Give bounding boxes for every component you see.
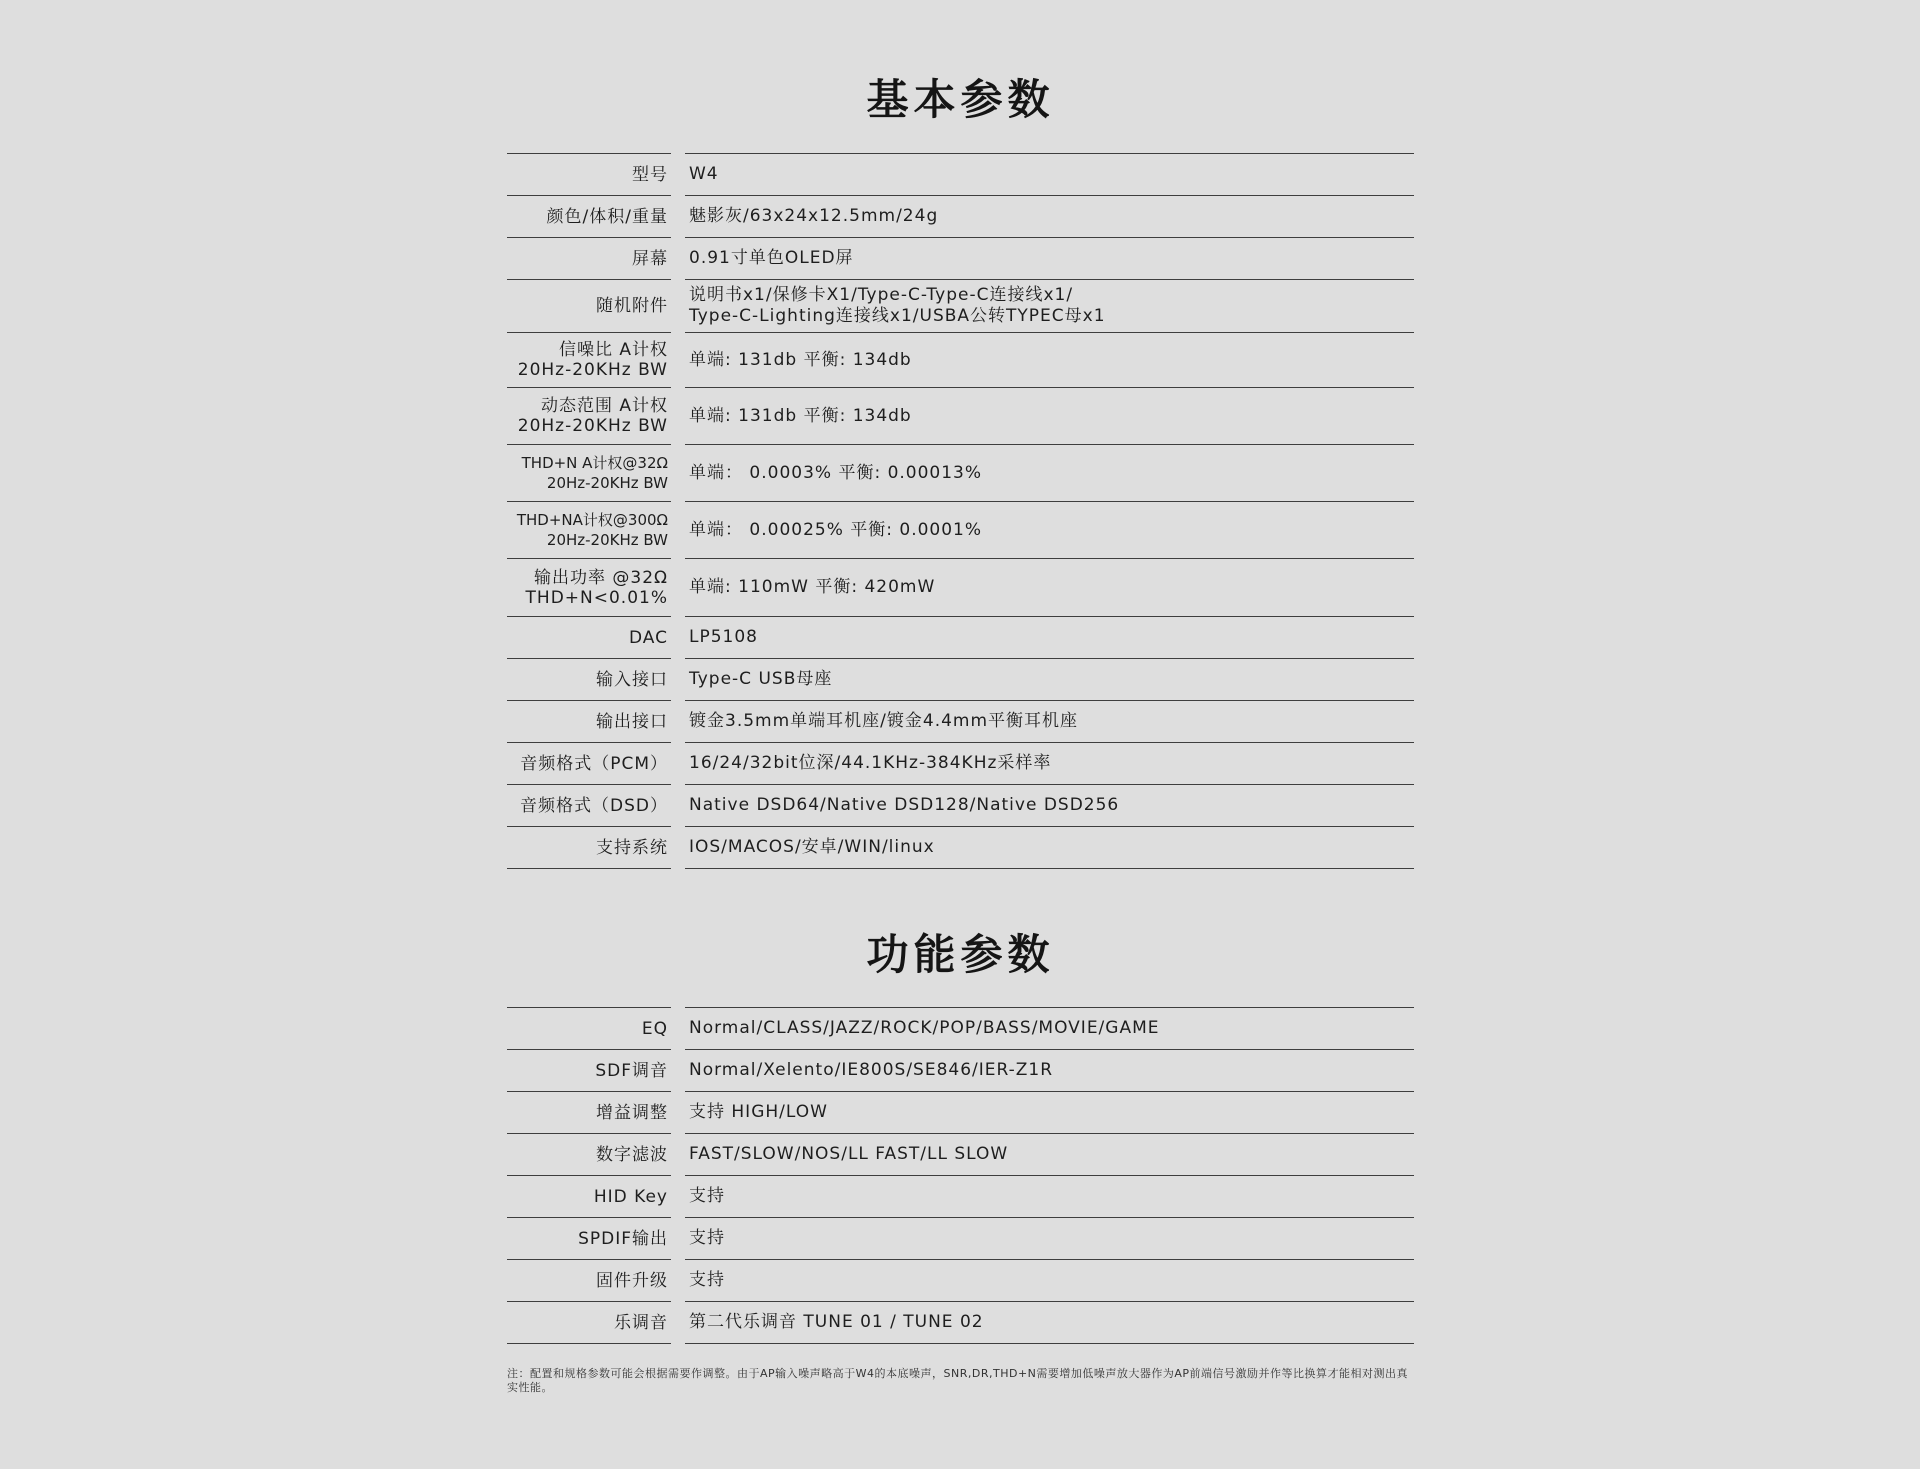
table-row [507, 1175, 1414, 1217]
row-value: FAST/SLOW/NOS/LL FAST/LL SLOW [689, 1144, 1009, 1164]
row-label: 信噪比 A计权 20Hz-20KHz BW [517, 340, 668, 380]
functional-params-table [507, 1007, 1414, 1344]
table-row [507, 742, 1414, 784]
functional-params-title: 功能参数 [866, 930, 1055, 979]
table-row [507, 332, 1414, 387]
row-value: 支持 [689, 1270, 725, 1290]
row-label: EQ [641, 1018, 668, 1039]
table-row [507, 1049, 1414, 1091]
table-row [507, 1133, 1414, 1175]
table-row [507, 1259, 1414, 1301]
row-value: 支持 [689, 1186, 725, 1206]
row-label: 输入接口 [596, 669, 668, 690]
table-row [507, 1217, 1414, 1259]
table-row [507, 700, 1414, 742]
row-value: Native DSD64/Native DSD128/Native DSD256 [689, 795, 1120, 815]
row-value: 单端： 0.00025% 平衡: 0.0001% [689, 519, 983, 540]
row-label: 固件升级 [596, 1270, 668, 1291]
row-label: DAC [629, 627, 668, 648]
table-row [507, 1007, 1414, 1049]
table-row [507, 1301, 1414, 1343]
row-label: 颜色/体积/重量 [546, 206, 668, 227]
row-value: Normal/CLASS/JAZZ/ROCK/POP/BASS/MOVIE/GAME [689, 1018, 1160, 1038]
row-value: 0.91寸单色OLED屏 [689, 248, 854, 268]
row-label: 音频格式（PCM） [520, 753, 668, 774]
basic-params-table [507, 153, 1414, 869]
row-value: Type-C USB母座 [689, 669, 833, 689]
table-row [507, 444, 1414, 501]
table-row [507, 237, 1414, 279]
footnote: 注：配置和规格参数可能会根据需要作调整。由于AP输入噪声略高于W4的本底噪声，SNR,DR,THD+N需要增加低噪声放大器作为AP前端信号激励并作等比换算才能相对测出真实性能。 [507, 1367, 1409, 1394]
row-value: 单端: 131db 平衡: 134db [689, 405, 912, 426]
row-label: 动态范围 A计权 20Hz-20KHz BW [517, 396, 668, 436]
row-value: W4 [689, 164, 719, 184]
row-label: 随机附件 [596, 296, 668, 316]
row-value: 魅影灰/63x24x12.5mm/24g [689, 206, 939, 226]
row-label: SPDIF输出 [578, 1228, 668, 1249]
row-value: 单端： 0.0003% 平衡: 0.00013% [689, 462, 983, 483]
table-row [507, 153, 1414, 195]
row-label: 支持系统 [596, 837, 668, 858]
row-value: 单端: 131db 平衡: 134db [689, 349, 912, 370]
table-row [507, 616, 1414, 658]
table-bottom-rule [507, 1343, 1414, 1344]
row-label: THD+N A计权@32Ω 20Hz-20KHz BW [521, 454, 668, 492]
spec-sheet [507, 0, 1414, 1395]
table-row [507, 387, 1414, 444]
row-value: LP5108 [689, 627, 758, 647]
table-row [507, 784, 1414, 826]
row-label: SDF调音 [595, 1060, 668, 1081]
row-value: IOS/MACOS/安卓/WIN/linux [689, 837, 935, 857]
table-row [507, 658, 1414, 700]
row-label: 音频格式（DSD） [520, 795, 668, 816]
row-label: 输出功率 @32Ω THD+N<0.01% [525, 567, 668, 608]
table-bottom-rule [507, 868, 1414, 869]
row-label: THD+NA计权@300Ω 20Hz-20KHz BW [516, 511, 668, 549]
row-value: 镀金3.5mm单端耳机座/镀金4.4mm平衡耳机座 [689, 711, 1079, 731]
table-row [507, 279, 1414, 332]
row-value: 16/24/32bit位深/44.1KHz-384KHz采样率 [689, 753, 1052, 773]
row-label: 输出接口 [596, 711, 668, 732]
table-row [507, 826, 1414, 868]
table-row [507, 558, 1414, 616]
row-value: Normal/Xelento/IE800S/SE846/IER-Z1R [689, 1060, 1054, 1080]
basic-params-title: 基本参数 [866, 75, 1055, 124]
table-row [507, 195, 1414, 237]
row-label: 数字滤波 [596, 1144, 668, 1165]
row-label: 乐调音 [614, 1312, 668, 1333]
row-label: HID Key [593, 1186, 668, 1207]
row-value: 单端: 110mW 平衡: 420mW [689, 577, 936, 597]
row-value: 支持 HIGH/LOW [689, 1102, 828, 1122]
row-value: 第二代乐调音 TUNE 01 / TUNE 02 [689, 1312, 984, 1332]
row-label: 增益调整 [596, 1102, 668, 1123]
table-row [507, 1091, 1414, 1133]
table-row [507, 501, 1414, 558]
row-value: 说明书x1/保修卡X1/Type-C-Type-C连接线x1/ Type-C-Lighting连接线x1/USBA公转TYPEC母x1 [689, 285, 1106, 326]
row-value: 支持 [689, 1228, 725, 1248]
row-label: 屏幕 [632, 248, 668, 269]
row-label: 型号 [632, 164, 668, 185]
